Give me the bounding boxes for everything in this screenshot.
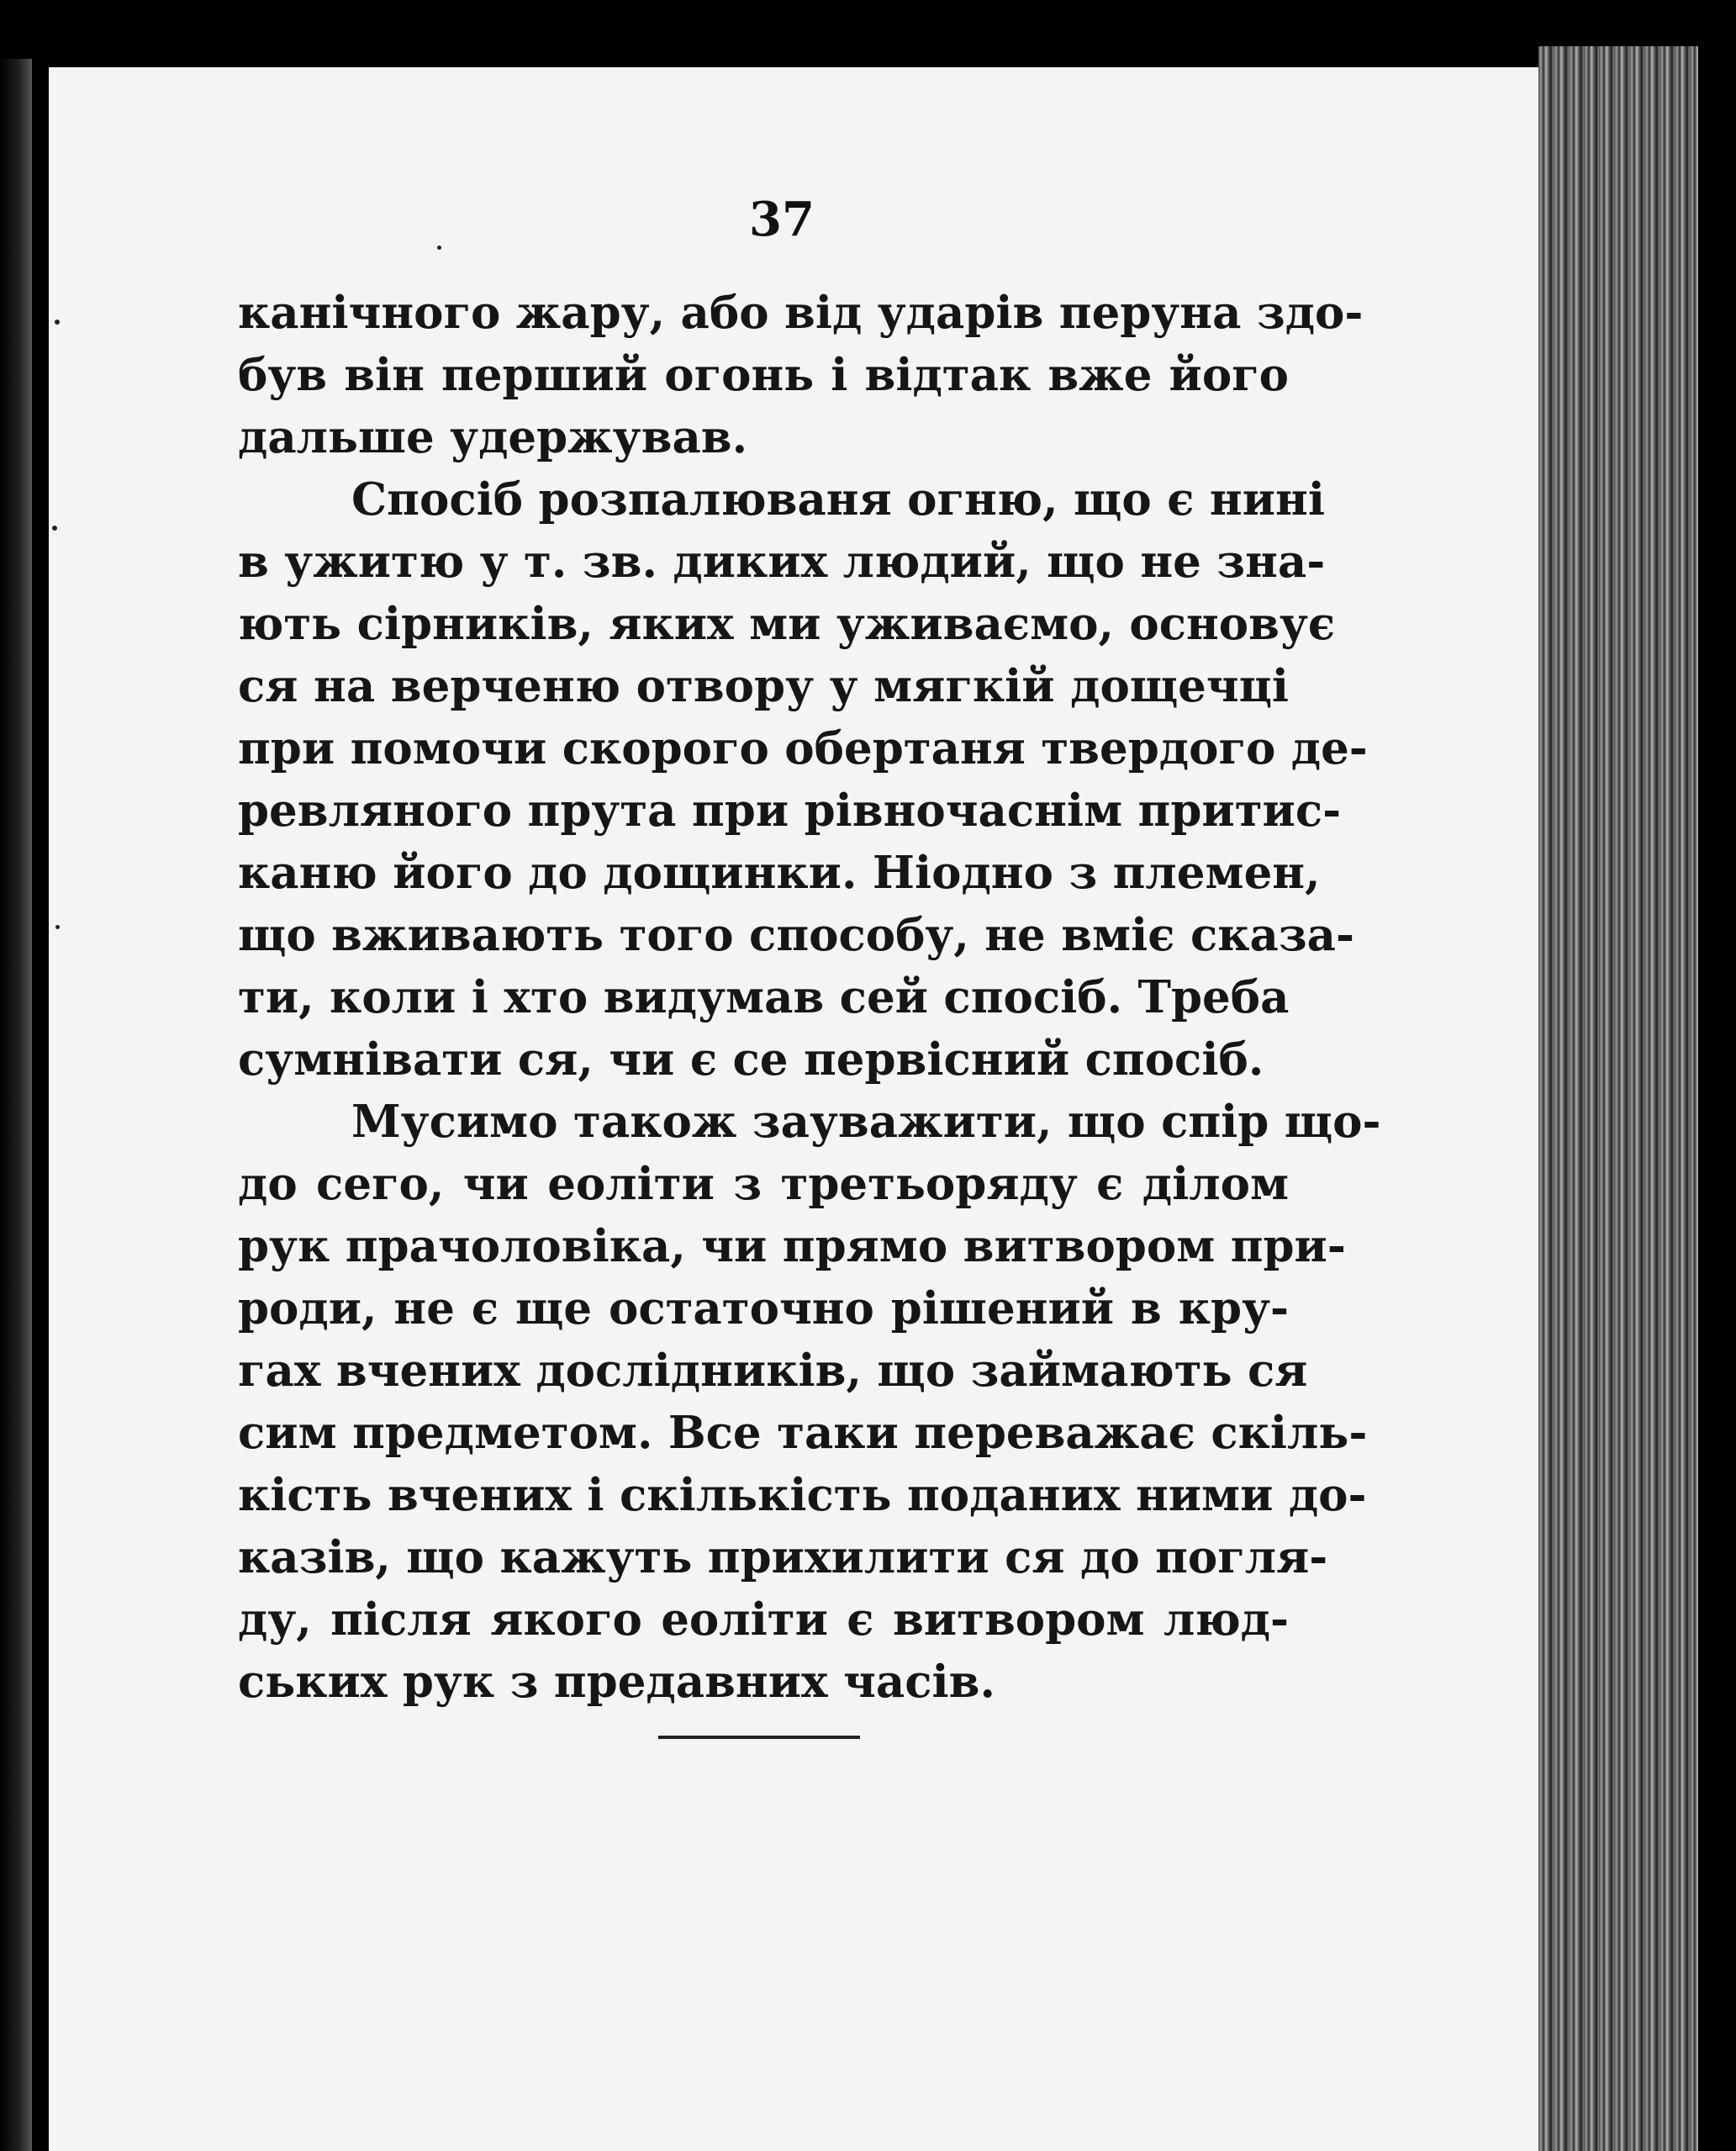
text-line: дальше удержував. [238, 411, 748, 463]
text-line: ських рук з предавних часів. [238, 1656, 995, 1708]
text-line: в ужитю у т. зв. диких людий, що не зна- [238, 536, 1326, 588]
book-binding-edge [0, 59, 32, 2151]
text-line: що вживають того способу, не вміє сказа- [238, 909, 1355, 961]
paragraph [238, 1091, 1381, 1713]
scan-speck [55, 320, 60, 325]
text-line: ють сірників, яких ми уживаємо, основує [238, 598, 1336, 650]
text-line: канічного жару, або від ударів перуна здо- [238, 287, 1364, 339]
text-line: сим предметом. Все таки переважає скіль- [238, 1407, 1368, 1459]
text-line: ти, коли і хто видумав сей спосіб. Треба [238, 971, 1290, 1023]
text-line: ревляного прута при рівночаснім притис- [238, 785, 1342, 837]
text-line: сумнівати ся, чи є се первісний спосіб. [238, 1033, 1264, 1086]
scan-speck [55, 925, 60, 929]
paragraph [238, 282, 1364, 468]
text-line: до сего, чи еоліти з третьоряду є ділом [238, 1158, 1289, 1210]
text-line: кість вчених і скількість поданих ними до- [238, 1469, 1367, 1521]
paragraph [238, 468, 1368, 1091]
page-stack-edges [1538, 46, 1698, 2151]
text-line: при помочи скорого обертаня твердого де- [238, 722, 1368, 774]
text-line: ся на верченю отвору у мягкій дощечці [238, 660, 1289, 712]
text-line: каню його до дощинки. Ніодно з племен, [238, 847, 1321, 899]
scan-speck [52, 526, 57, 531]
text-line: ду, після якого еоліти є витвором люд- [238, 1593, 1289, 1646]
page-number: 37 [749, 192, 815, 247]
text-line: був він перший огонь і відтак вже його [238, 349, 1289, 401]
text-line: Мусимо також зауважити, що спір що- [351, 1096, 1381, 1148]
text-line: Спосіб розпалюваня огню, що є нині [351, 473, 1325, 526]
text-line: роди, не є ще остаточно рішений в кру- [238, 1282, 1289, 1334]
scan-speck [437, 246, 441, 250]
section-end-rule [658, 1736, 860, 1739]
body-text [238, 282, 1381, 1713]
text-line: гах вчених дослідників, що займають ся [238, 1345, 1308, 1397]
text-line: рук прачоловіка, чи прямо витвором при- [238, 1220, 1346, 1272]
text-line: казів, що кажуть прихилити ся до погля- [238, 1531, 1328, 1583]
